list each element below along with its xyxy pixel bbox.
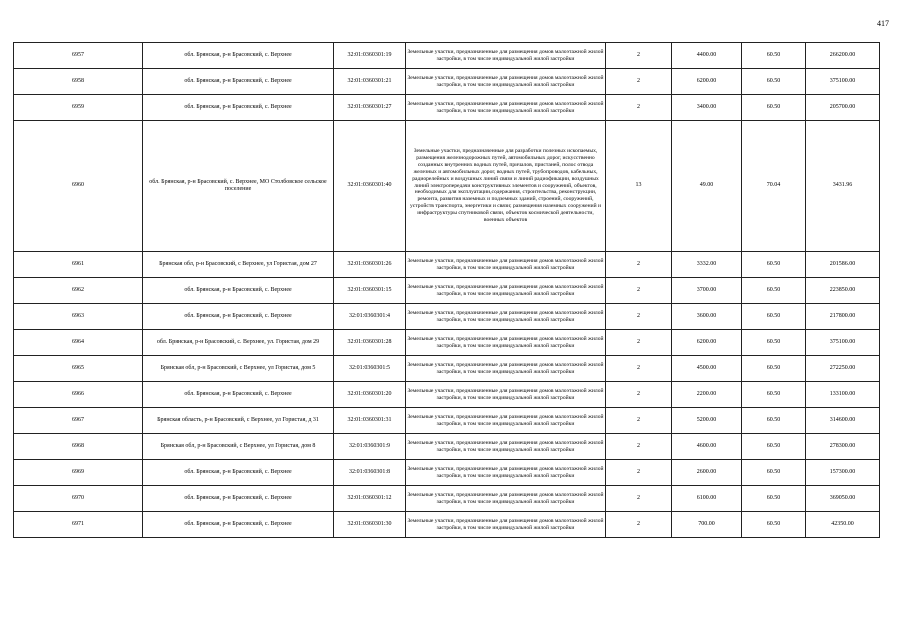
land-category-cell: Земельные участки, предназначенные для размещения домов малоэтажной жилой застройки, в том числе индивидуальной жилой застройки [406, 304, 606, 330]
address-cell: обл. Брянская, р-н Брасовский, с. Верхнее [143, 95, 334, 121]
cadastral-value-cell: 369050.00 [806, 486, 880, 512]
table-row [14, 304, 880, 330]
land-category-cell: Земельные участки, предназначенные для размещения домов малоэтажной жилой застройки, в том числе индивидуальной жилой застройки [406, 512, 606, 538]
specific-value-cell: 60.50 [742, 408, 806, 434]
table-row [14, 252, 880, 278]
cadastral-number-cell: 32:01:0360301:19 [334, 43, 406, 69]
row-number: 6957 [14, 43, 143, 69]
table-row [14, 69, 880, 95]
land-category-cell: Земельные участки, предназначенные для размещения домов малоэтажной жилой застройки, в том числе индивидуальной жилой застройки [406, 408, 606, 434]
row-number: 6966 [14, 382, 143, 408]
area-cell: 6100.00 [672, 486, 742, 512]
land-category-cell: Земельные участки, предназначенные для размещения домов малоэтажной жилой застройки, в том числе индивидуальной жилой застройки [406, 434, 606, 460]
category-code-cell: 13 [606, 121, 672, 252]
cadastral-value-cell: 375100.00 [806, 330, 880, 356]
cadastral-number-cell: 32:01:0360301:26 [334, 252, 406, 278]
address-cell: обл. Брянская, р-н Брасовский, с. Верхнее [143, 278, 334, 304]
specific-value-cell: 60.50 [742, 434, 806, 460]
category-code-cell: 2 [606, 408, 672, 434]
land-category-cell: Земельные участки, предназначенные для размещения домов малоэтажной жилой застройки, в том числе индивидуальной жилой застройки [406, 95, 606, 121]
cadastral-value-cell: 201586.00 [806, 252, 880, 278]
row-number: 6962 [14, 278, 143, 304]
specific-value-cell: 60.50 [742, 95, 806, 121]
cadastral-value-cell: 3431.96 [806, 121, 880, 252]
specific-value-cell: 60.50 [742, 512, 806, 538]
specific-value-cell: 60.50 [742, 382, 806, 408]
area-cell: 3600.00 [672, 304, 742, 330]
category-code-cell: 2 [606, 252, 672, 278]
address-cell: обл. Брянская, р-н Брасовский, с. Верхнее [143, 304, 334, 330]
row-number: 6960 [14, 121, 143, 252]
area-cell: 6200.00 [672, 330, 742, 356]
specific-value-cell: 60.50 [742, 460, 806, 486]
area-cell: 5200.00 [672, 408, 742, 434]
address-cell: обл. Брянская, р-н Брасовский, с. Верхнее [143, 382, 334, 408]
cadastral-number-cell: 32:01:0360301:30 [334, 512, 406, 538]
land-category-cell: Земельные участки, предназначенные для размещения домов малоэтажной жилой застройки, в том числе индивидуальной жилой застройки [406, 460, 606, 486]
cadastral-number-cell: 32:01:0360301:40 [334, 121, 406, 252]
cadastral-value-table [13, 42, 880, 538]
category-code-cell: 2 [606, 460, 672, 486]
address-cell: обл. Брянская, р-н Брасовский, с. Верхнее [143, 43, 334, 69]
address-cell: Брянская обл, р-н Брасовский, с Верхнее, ул Гористая, дом 5 [143, 356, 334, 382]
area-cell: 4500.00 [672, 356, 742, 382]
row-number: 6961 [14, 252, 143, 278]
cadastral-number-cell: 32:01:0360301:5 [334, 356, 406, 382]
cadastral-number-cell: 32:01:0360301:20 [334, 382, 406, 408]
category-code-cell: 2 [606, 304, 672, 330]
page-number: 417 [877, 19, 889, 28]
table-row [14, 408, 880, 434]
cadastral-value-cell: 223850.00 [806, 278, 880, 304]
cadastral-value-cell: 217800.00 [806, 304, 880, 330]
table-row [14, 460, 880, 486]
address-cell: обл. Брянская, р-н Брасовский, с. Верхнее, МО Столбовское сельское поселение [143, 121, 334, 252]
cadastral-number-cell: 32:01:0360301:4 [334, 304, 406, 330]
specific-value-cell: 60.50 [742, 486, 806, 512]
land-category-cell: Земельные участки, предназначенные для размещения домов малоэтажной жилой застройки, в том числе индивидуальной жилой застройки [406, 43, 606, 69]
cadastral-value-cell: 266200.00 [806, 43, 880, 69]
land-category-cell: Земельные участки, предназначенные для размещения домов малоэтажной жилой застройки, в том числе индивидуальной жилой застройки [406, 252, 606, 278]
specific-value-cell: 60.50 [742, 43, 806, 69]
table-row [14, 278, 880, 304]
cadastral-value-cell: 42350.00 [806, 512, 880, 538]
category-code-cell: 2 [606, 512, 672, 538]
cadastral-value-cell: 205700.00 [806, 95, 880, 121]
specific-value-cell: 60.50 [742, 356, 806, 382]
specific-value-cell: 70.04 [742, 121, 806, 252]
cadastral-number-cell: 32:01:0360301:8 [334, 460, 406, 486]
area-cell: 3400.00 [672, 95, 742, 121]
row-number: 6970 [14, 486, 143, 512]
category-code-cell: 2 [606, 69, 672, 95]
cadastral-value-cell: 157300.00 [806, 460, 880, 486]
land-category-cell: Земельные участки, предназначенные для размещения домов малоэтажной жилой застройки, в том числе индивидуальной жилой застройки [406, 486, 606, 512]
row-number: 6971 [14, 512, 143, 538]
table-row [14, 434, 880, 460]
address-cell: Брянская обл, р-н Брасовский, с Верхнее, ул Гористая, дом 27 [143, 252, 334, 278]
address-cell: обл. Брянская, р-н Брасовский, с. Верхнее, ул. Гористая, дом 29 [143, 330, 334, 356]
specific-value-cell: 60.50 [742, 304, 806, 330]
cadastral-number-cell: 32:01:0360301:15 [334, 278, 406, 304]
cadastral-number-cell: 32:01:0360301:9 [334, 434, 406, 460]
address-cell: Брянская обл, р-н Брасовский, с Верхнее, ул Гористая, дом 8 [143, 434, 334, 460]
category-code-cell: 2 [606, 382, 672, 408]
land-category-cell: Земельные участки, предназначенные для размещения домов малоэтажной жилой застройки, в том числе индивидуальной жилой застройки [406, 356, 606, 382]
cadastral-number-cell: 32:01:0360301:12 [334, 486, 406, 512]
cadastral-value-cell: 314600.00 [806, 408, 880, 434]
table-row [14, 486, 880, 512]
category-code-cell: 2 [606, 330, 672, 356]
category-code-cell: 2 [606, 95, 672, 121]
row-number: 6968 [14, 434, 143, 460]
specific-value-cell: 60.50 [742, 330, 806, 356]
area-cell: 2200.00 [672, 382, 742, 408]
area-cell: 3332.00 [672, 252, 742, 278]
land-category-cell: Земельные участки, предназначенные для разработки полезных ископаемых, размещения железнодорожных путей, автомобильных дорог, искусственно созданных внутренних водных путей, причалов, пристаней, полос отвода железных и автомобильных дорог, водных путей, трубопроводов, кабельных, радиорелейных и воздушных линий связи и линий радиофикации, воздушных линий электропередачи конструктивных элементов и сооружений, объектов, необходимых для эксплуатации,содержания, строительства, реконструкции, ремонта, развития наземных и подземных зданий, строений, сооружений, устройств транспорта, энергетики и связи; размещения наземных сооружений и инфраструктуры спутниковой связи, объектов космической деятельности, военных объектов [406, 121, 606, 252]
table-row [14, 43, 880, 69]
table-row [14, 356, 880, 382]
table-row [14, 95, 880, 121]
specific-value-cell: 60.50 [742, 252, 806, 278]
area-cell: 6200.00 [672, 69, 742, 95]
cadastral-number-cell: 32:01:0360301:27 [334, 95, 406, 121]
land-category-cell: Земельные участки, предназначенные для размещения домов малоэтажной жилой застройки, в том числе индивидуальной жилой застройки [406, 278, 606, 304]
row-number: 6967 [14, 408, 143, 434]
table-body [14, 43, 880, 538]
category-code-cell: 2 [606, 278, 672, 304]
cadastral-value-cell: 375100.00 [806, 69, 880, 95]
area-cell: 700.00 [672, 512, 742, 538]
address-cell: обл. Брянская, р-н Брасовский, с. Верхнее [143, 69, 334, 95]
category-code-cell: 2 [606, 356, 672, 382]
row-number: 6963 [14, 304, 143, 330]
row-number: 6958 [14, 69, 143, 95]
land-category-cell: Земельные участки, предназначенные для размещения домов малоэтажной жилой застройки, в том числе индивидуальной жилой застройки [406, 330, 606, 356]
cadastral-value-cell: 133100.00 [806, 382, 880, 408]
cadastral-value-cell: 272250.00 [806, 356, 880, 382]
land-category-cell: Земельные участки, предназначенные для размещения домов малоэтажной жилой застройки, в том числе индивидуальной жилой застройки [406, 382, 606, 408]
row-number: 6959 [14, 95, 143, 121]
cadastral-number-cell: 32:01:0360301:28 [334, 330, 406, 356]
address-cell: обл. Брянская, р-н Брасовский, с. Верхнее [143, 512, 334, 538]
address-cell: Брянская область, р-н Брасовский, с Верхнее, ул Гористая, д 31 [143, 408, 334, 434]
address-cell: обл. Брянская, р-н Брасовский, с. Верхнее [143, 460, 334, 486]
category-code-cell: 2 [606, 486, 672, 512]
cadastral-number-cell: 32:01:0360301:31 [334, 408, 406, 434]
row-number: 6964 [14, 330, 143, 356]
row-number: 6965 [14, 356, 143, 382]
table-row [14, 330, 880, 356]
table-row [14, 382, 880, 408]
specific-value-cell: 60.50 [742, 69, 806, 95]
area-cell: 4600.00 [672, 434, 742, 460]
area-cell: 3700.00 [672, 278, 742, 304]
row-number: 6969 [14, 460, 143, 486]
address-cell: обл. Брянская, р-н Брасовский, с. Верхнее [143, 486, 334, 512]
land-category-cell: Земельные участки, предназначенные для размещения домов малоэтажной жилой застройки, в том числе индивидуальной жилой застройки [406, 69, 606, 95]
table-row [14, 121, 880, 252]
cadastral-value-cell: 278300.00 [806, 434, 880, 460]
area-cell: 2600.00 [672, 460, 742, 486]
category-code-cell: 2 [606, 43, 672, 69]
area-cell: 4400.00 [672, 43, 742, 69]
area-cell: 49.00 [672, 121, 742, 252]
category-code-cell: 2 [606, 434, 672, 460]
table-row [14, 512, 880, 538]
cadastral-number-cell: 32:01:0360301:21 [334, 69, 406, 95]
specific-value-cell: 60.50 [742, 278, 806, 304]
